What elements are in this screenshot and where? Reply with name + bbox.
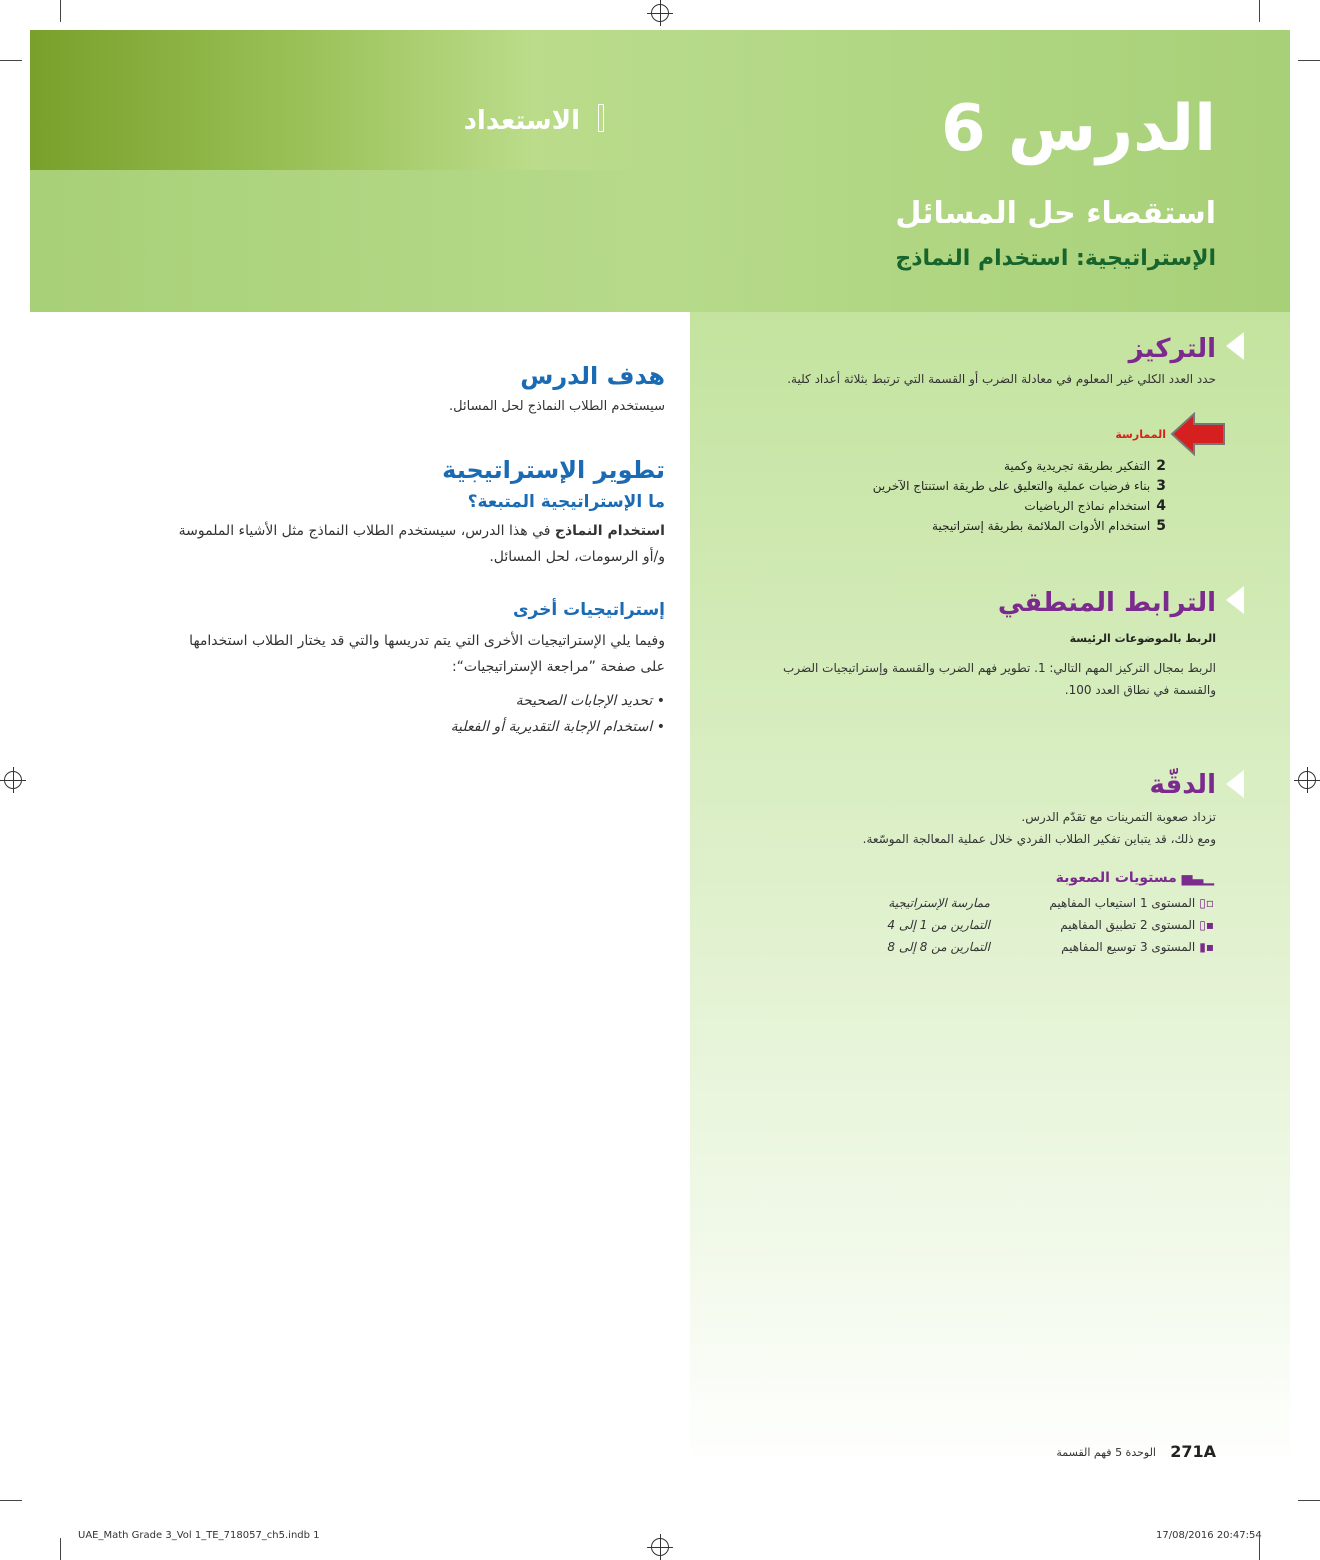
prep-divider [598,104,604,132]
list-item: 2التفكير بطريقة تجريدية وكمية [1003,458,1166,474]
goal-body: سيستخدم الطلاب النماذج لحل المسائل. [449,399,665,414]
slug-date: 17/08/2016 20:47:54 [1156,1530,1262,1541]
registration-mark-icon [1298,771,1316,789]
level-range: ممارسة الإستراتيجية [888,896,990,910]
focus-section [736,334,1216,390]
list-item: • تحديد الإجابات الصحيحة [515,693,665,709]
prep-label: الاستعداد [463,106,580,136]
registration-mark-icon [651,1538,669,1556]
focus-body: حدد العدد الكلي غير المعلوم في معادلة الضرب أو القسمة التي ترتبط بثلاثة أعداد كلية. [787,372,1216,386]
difficulty-bars-icon: ▁▃▅ [1176,870,1214,886]
list-item: 4استخدام نماذج الرياضيات [1024,498,1166,514]
rigor-line-2: ومع ذلك، قد يتباين تفكير الطلاب الفردي خلال عملية المعالجة الموسّعة. [862,832,1216,846]
registration-mark-icon [4,771,22,789]
coherence-body-2: والقسمة في نطاق العدد 100. [1064,683,1216,697]
crop-mark [1259,0,1260,22]
level-3-icon: ▪▮ [1199,940,1214,954]
lesson-strategy: الإستراتيجية: استخدام النماذج [895,246,1216,271]
crop-mark [1298,60,1320,61]
crop-mark [1259,1538,1260,1560]
list-item: 3بناء فرضيات عملية والتعليق على طريقة استنتاج الآخرين [872,478,1166,494]
practice-list [746,456,1166,536]
lesson-title: الدرس 6 [941,92,1216,166]
list-item: 5استخدام الأدوات الملائمة بطريقة إستراتيجية [932,518,1166,534]
registration-mark-icon [651,4,669,22]
other-heading: إستراتيجيات أخرى [512,600,665,620]
coherence-sub: الربط بالموضوعات الرئيسة [1069,632,1216,645]
strategy-section [165,456,665,570]
goal-section [165,362,665,420]
prep-bar [30,30,660,170]
strategy-bold-lead: استخدام النماذج [554,523,665,539]
crop-mark [0,60,22,61]
section-arrow-icon [1226,332,1244,360]
coherence-body-1: الربط بمجال التركيز المهم التالي: 1. تطوير فهم الضرب والقسمة وإستراتيجيات الضرب [783,661,1216,675]
lesson-subtitle: استقصاء حل المسائل [895,196,1216,231]
coherence-section [756,588,1216,701]
other-body: وفيما يلي الإستراتيجيات الأخرى التي يتم تدريسها والتي قد يختار الطلاب استخدامها على صفحة ”مراجعة الإستراتيجيات“: [189,633,665,675]
level-row: ▪▯المستوى 2 تطبيق المفاهيم [1060,918,1214,932]
crop-mark [0,1500,22,1501]
page-unit: الوحدة 5 فهم القسمة [1056,1446,1156,1459]
rigor-heading: الدقّة [1149,770,1216,800]
crop-mark [1298,1500,1320,1501]
levels-heading: ▁▃▅ مستويات الصعوبة [1055,870,1214,886]
level-range: التمارين من 1 إلى 4 [887,918,990,932]
rigor-line-1: تزداد صعوبة التمرينات مع تقدّم الدرس. [1021,810,1216,824]
strategy-heading: تطوير الإستراتيجية [442,456,665,484]
section-arrow-icon [1226,586,1244,614]
goal-heading: هدف الدرس [520,362,665,390]
section-arrow-icon [1226,770,1244,798]
column-notch [668,352,690,396]
page-number: 271A [1170,1442,1216,1461]
crop-mark [60,0,61,22]
strategy-question: ما الإستراتيجية المتبعة؟ [467,492,665,512]
list-item: • استخدام الإجابة التقديرية أو الفعلية [450,719,665,735]
strategy-body: استخدام النماذج في هذا الدرس، سيستخدم الطلاب النماذج مثل الأشياء الملموسة و/أو الرسومات، لحل المسائل. [178,523,665,565]
practice-label: الممارسة [1115,428,1166,441]
focus-heading: التركيز [1128,334,1216,364]
coherence-heading: الترابط المنطقي [997,588,1216,618]
level-row: ▪▮المستوى 3 توسيع المفاهيم [1061,940,1214,954]
other-strategies-section [165,600,665,740]
slug-file: UAE_Math Grade 3_Vol 1_TE_718057_ch5.indb 1 [78,1530,320,1541]
red-arrow-icon [1170,412,1226,456]
level-row: ▫▯المستوى 1 استيعاب المفاهيم [1049,896,1214,910]
level-1-icon: ▫▯ [1199,896,1214,910]
rigor-section [756,770,1216,850]
crop-mark [60,1538,61,1560]
level-range: التمارين من 8 إلى 8 [887,940,990,954]
level-2-icon: ▪▯ [1199,918,1214,932]
